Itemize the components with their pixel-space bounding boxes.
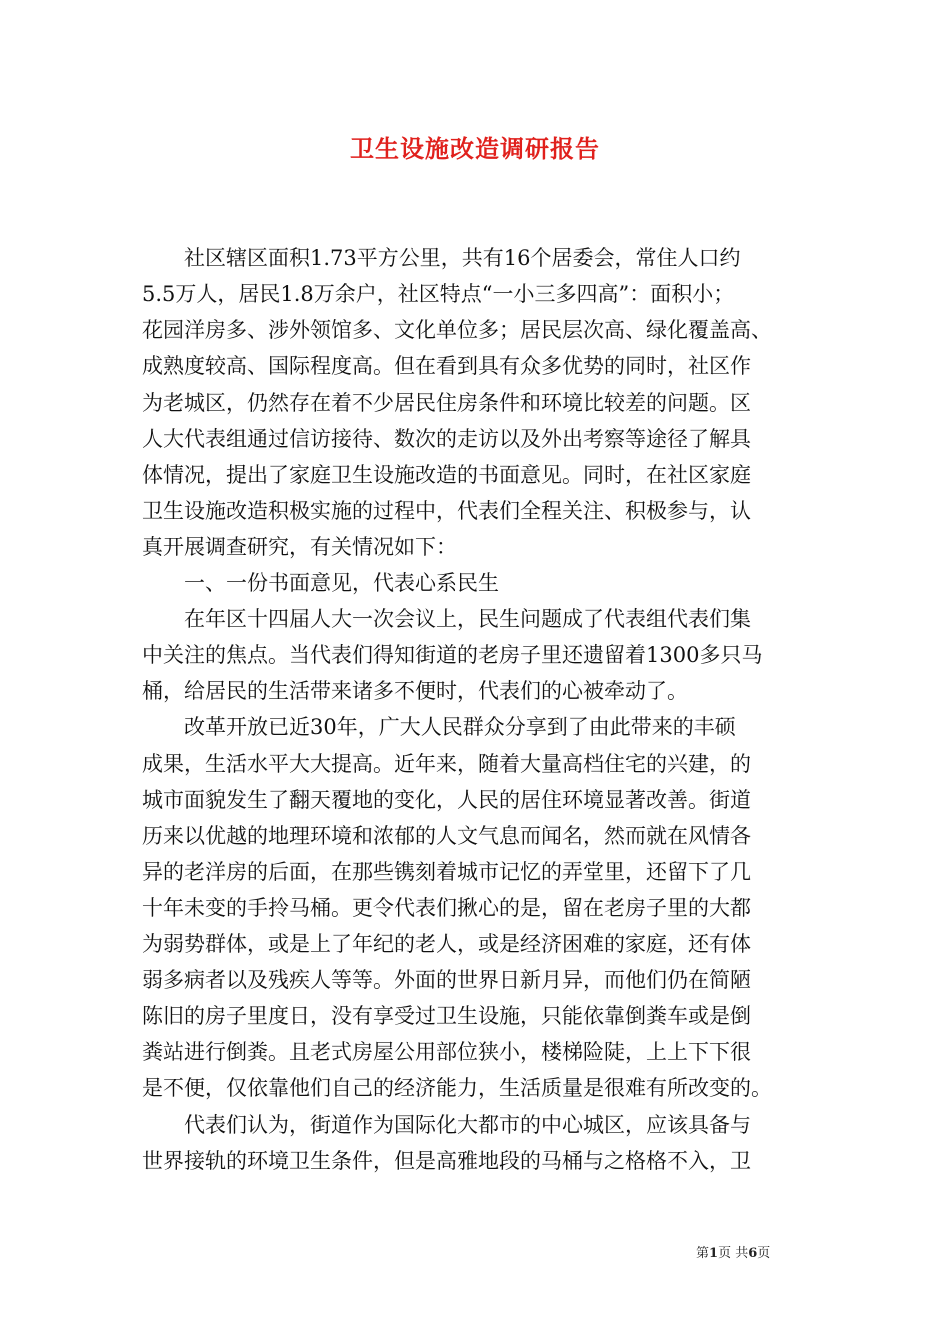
text-line: 为弱势群体，或是上了年纪的老人，或是经济困难的家庭，还有体 — [142, 932, 751, 956]
text-line: 为老城区，仍然存在着不少居民住房条件和环境比较差的问题。区 — [142, 391, 751, 415]
text-line: 改革开放已近30年，广大人民群众分享到了由此带来的丰硕 — [142, 715, 736, 739]
text-line: 社区辖区面积1.73平方公里，共有16个居委会，常住人口约 — [142, 246, 741, 270]
text-line: 弱多病者以及残疾人等等。外面的世界日新月异，而他们仍在简陋 — [142, 968, 751, 992]
total-page-count: 6 — [748, 1246, 758, 1261]
text-line: 代表们认为，街道作为国际化大都市的中心城区，应该具备与 — [142, 1113, 751, 1137]
text-line: 体情况，提出了家庭卫生设施改造的书面意见。同时，在社区家庭 — [142, 463, 751, 487]
text-line: 在年区十四届人大一次会议上，民生问题成了代表组代表们集 — [142, 607, 751, 631]
text-line: 桶，给居民的生活带来诸多不便时，代表们的心被牵动了。 — [142, 679, 688, 703]
text-line: 城市面貌发生了翻天覆地的变化，人民的居住环境显著改善。街道 — [142, 788, 751, 812]
footer-prefix: 第 — [696, 1246, 710, 1261]
text-line: 世界接轨的环境卫生条件，但是高雅地段的马桶与之格格不入，卫 — [142, 1149, 751, 1173]
text-line: 成熟度较高、国际程度高。但在看到具有众多优势的同时，社区作 — [142, 354, 751, 378]
footer-middle: 页 共 — [718, 1246, 749, 1261]
text-line: 卫生设施改造积极实施的过程中，代表们全程关注、积极参与，认 — [142, 499, 751, 523]
current-page-number: 1 — [709, 1246, 719, 1261]
section-heading: 一、一份书面意见，代表心系民生 — [142, 571, 499, 595]
text-line: 是不便，仅依靠他们自己的经济能力，生活质量是很难有所改变的。 — [142, 1076, 772, 1100]
text-line: 真开展调查研究，有关情况如下： — [142, 535, 457, 559]
text-line: 5.5万人，居民1.8万余户，社区特点“一小三多四高”：面积小； — [142, 282, 735, 306]
text-line: 十年未变的手拎马桶。更令代表们揪心的是，留在老房子里的大都 — [142, 896, 751, 920]
text-line: 人大代表组通过信访接待、数次的走访以及外出考察等途径了解具 — [142, 427, 751, 451]
text-line: 花园洋房多、涉外领馆多、文化单位多；居民层次高、绿化覆盖高、 — [142, 318, 772, 342]
text-line: 异的老洋房的后面，在那些镌刻着城市记忆的弄堂里，还留下了几 — [142, 860, 751, 884]
text-line: 粪站进行倒粪。且老式房屋公用部位狭小，楼梯险陡，上上下下很 — [142, 1040, 751, 1064]
page-footer — [696, 1244, 770, 1264]
text-line: 成果，生活水平大大提高。近年来，随着大量高档住宅的兴建，的 — [142, 752, 751, 776]
text-line: 中关注的焦点。当代表们得知街道的老房子里还遗留着1300多只马 — [142, 643, 763, 667]
footer-suffix: 页 — [757, 1246, 771, 1261]
document-title: 卫生设施改造调研报告 — [350, 134, 600, 163]
text-line: 陈旧的房子里度日，没有享受过卫生设施，只能依靠倒粪车或是倒 — [142, 1004, 751, 1028]
text-line: 历来以优越的地理环境和浓郁的人文气息而闻名，然而就在风情各 — [142, 824, 751, 848]
